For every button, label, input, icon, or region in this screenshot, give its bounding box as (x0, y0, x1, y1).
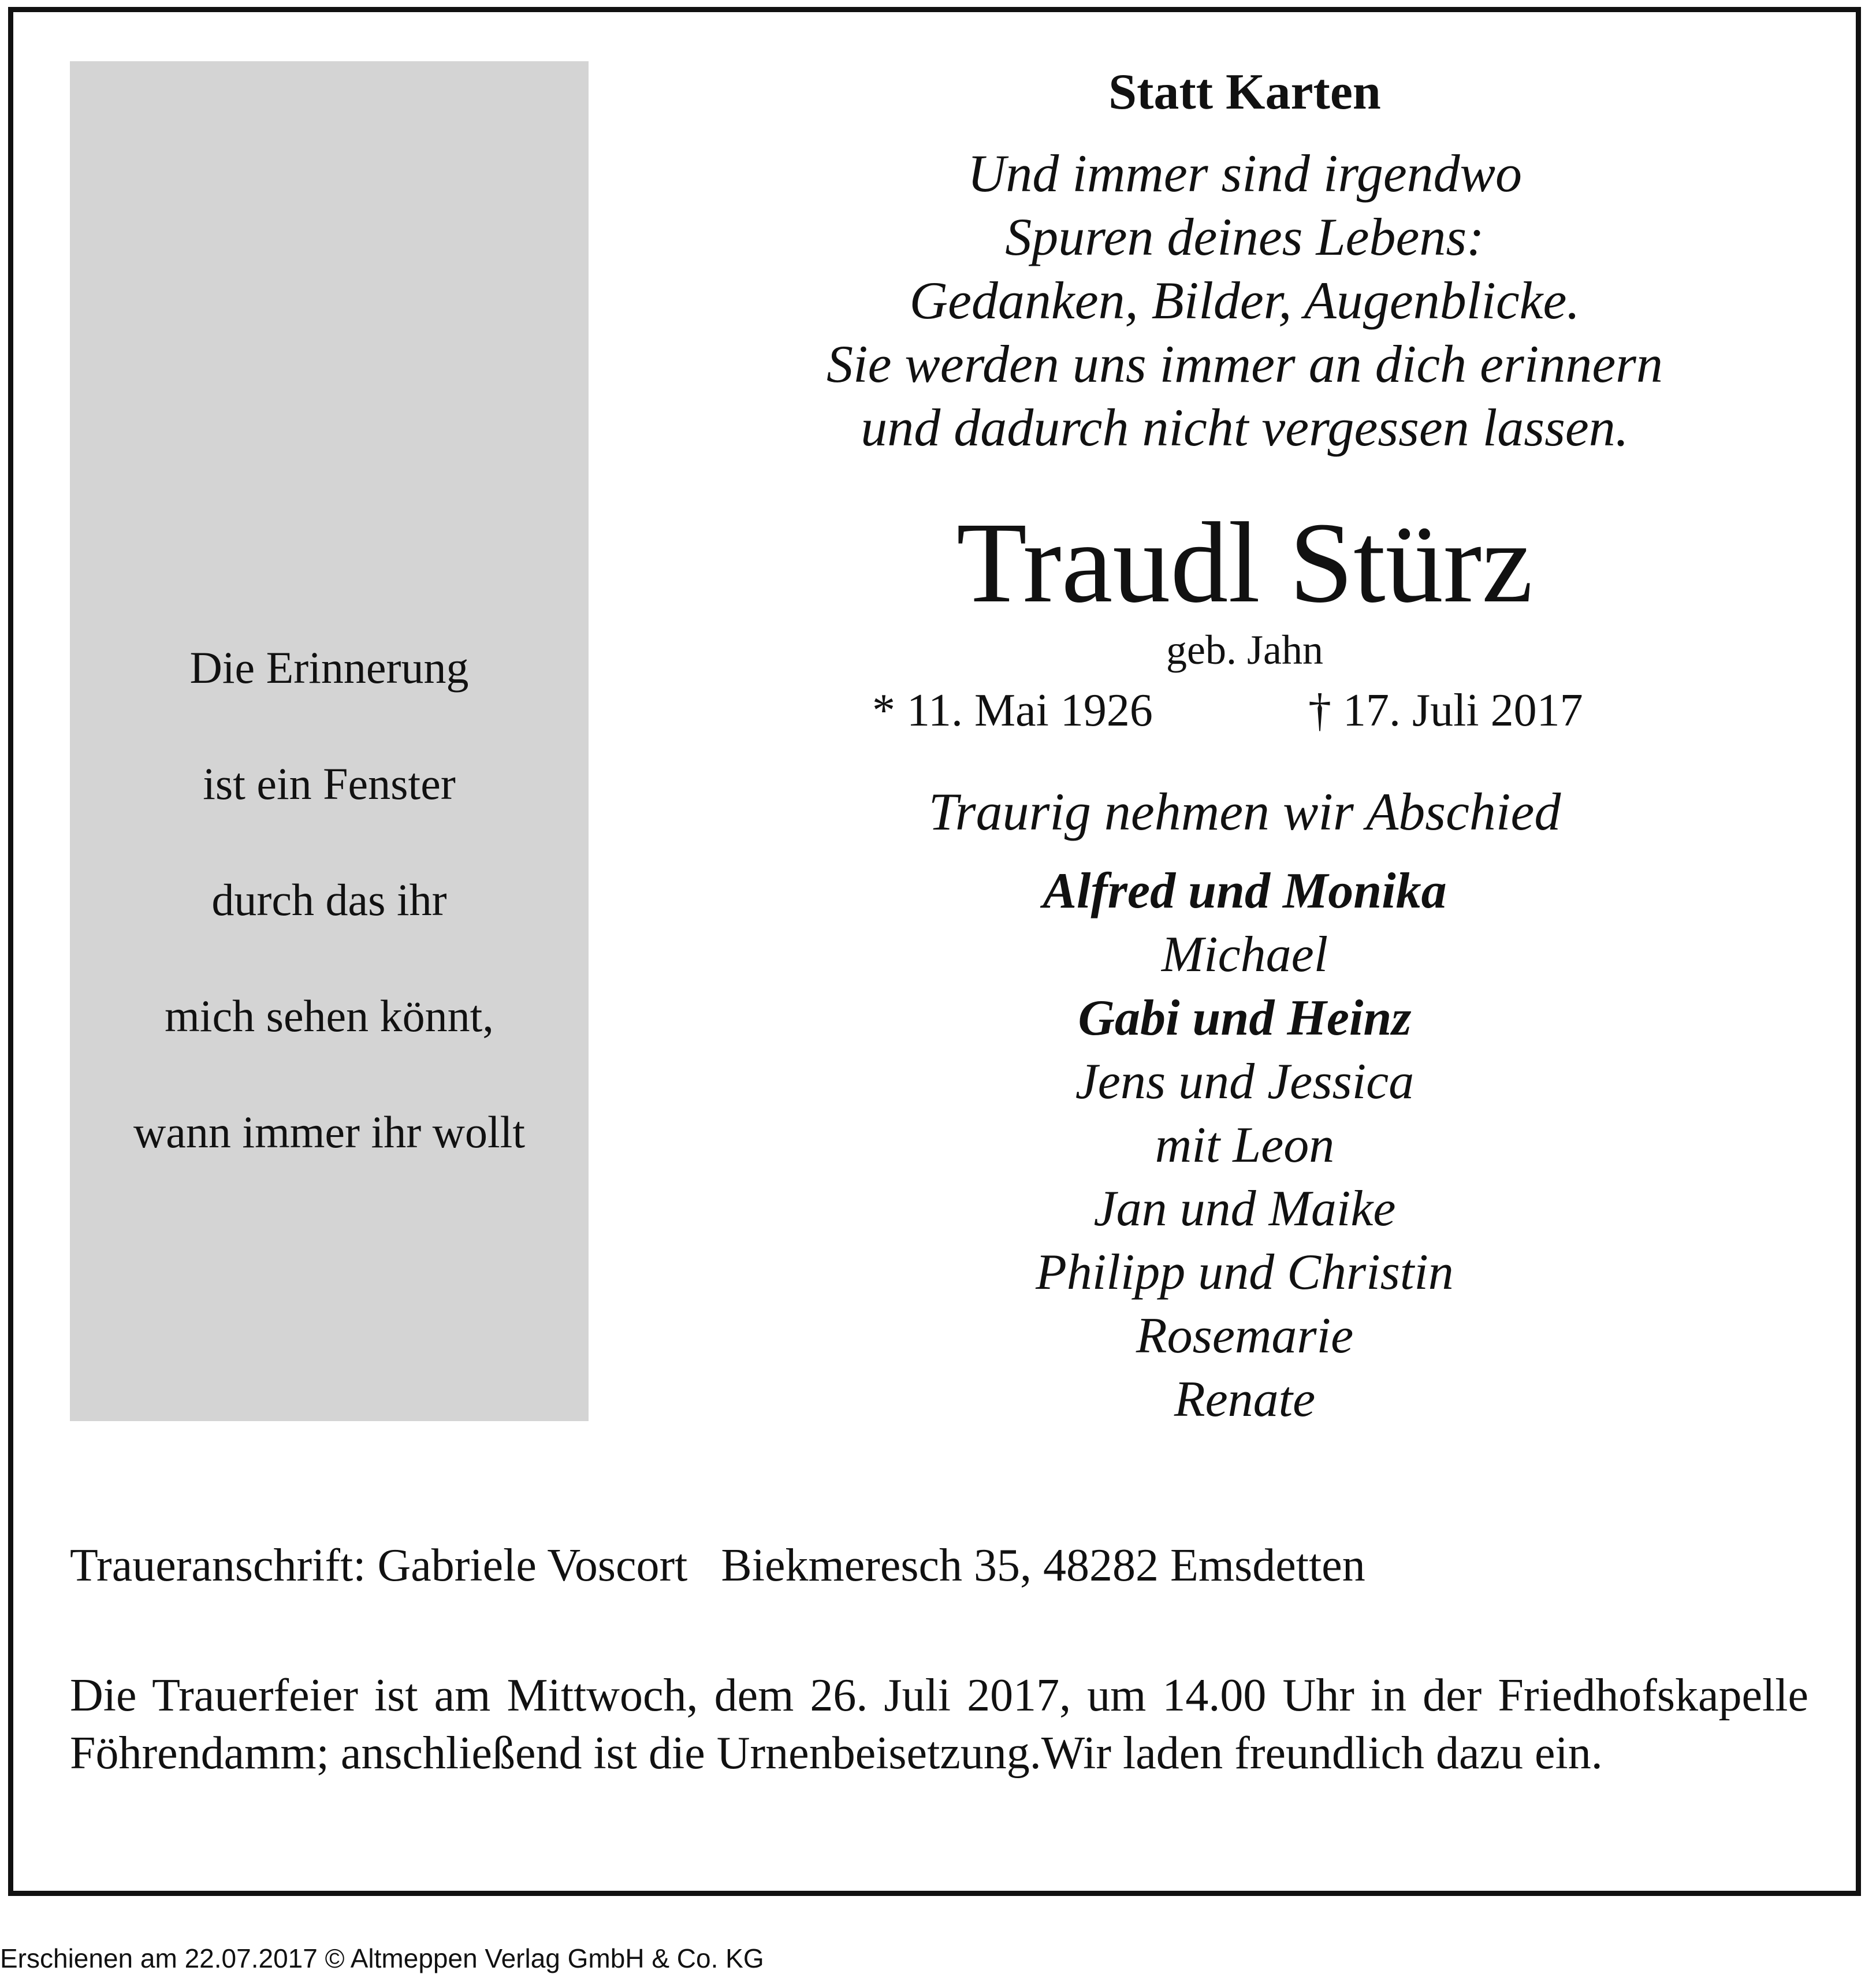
address-contact: Traueranschrift: Gabriele Voscort (70, 1540, 688, 1591)
deceased-name: Traudl Stürz (956, 499, 1533, 627)
side-poem-line: ist ein Fenster (203, 759, 456, 809)
mourner: Gabi und Heinz (1078, 990, 1412, 1046)
verse (682, 142, 1808, 459)
mourning-address (70, 1537, 1365, 1594)
mourner: Jan und Maike (1093, 1181, 1396, 1237)
verse-line: Und immer sind irgendwo (967, 144, 1523, 203)
side-poem-line: Die Erinnerung (189, 642, 469, 693)
mourners-list (682, 860, 1808, 1432)
side-poem (70, 642, 589, 1225)
verse-line: Sie werden uns immer an dich erinnern (827, 334, 1663, 393)
publication-footer: Erschienen am 22.07.2017 © Altmeppen Verlag GmbH & Co. KG (0, 1943, 764, 1973)
side-poem-line: durch das ihr (211, 875, 447, 925)
mourner: Michael (1161, 927, 1328, 983)
death-date: † 17. Juli 2017 (1308, 685, 1583, 736)
mourner: Alfred und Monika (1043, 863, 1447, 919)
verse-line: Spuren deines Lebens: (1005, 207, 1484, 266)
mourner: Jens und Jessica (1075, 1054, 1415, 1110)
side-poem-line: wann immer ihr wollt (133, 1107, 526, 1157)
verse-line: und dadurch nicht vergessen lassen. (861, 398, 1629, 457)
ceremony-info: Die Trauerfeier ist am Mittwoch, dem 26. Juli 2017, um 14.00 Uhr in der Friedhofskapelle Föhrendamm; anschließend ist die Urnenbeisetzung.Wir laden freundlich dazu ein. (70, 1670, 1808, 1779)
mourner: Rosemarie (1136, 1308, 1354, 1364)
verse-line: Gedanken, Bilder, Augenblicke. (909, 271, 1580, 330)
maiden-name: geb. Jahn (1166, 627, 1323, 673)
mourner: mit Leon (1155, 1117, 1335, 1173)
mourner: Philipp und Christin (1036, 1244, 1454, 1300)
side-poem-line: mich sehen könnt, (165, 991, 494, 1041)
birth-date: * 11. Mai 1926 (872, 685, 1153, 736)
farewell-line: Traurig nehmen wir Abschied (928, 782, 1561, 841)
header-statt-karten: Statt Karten (1108, 64, 1381, 120)
mourner: Renate (1174, 1371, 1316, 1427)
side-panel (70, 61, 589, 1421)
address-street: Biekmeresch 35, 48282 Emsdetten (721, 1540, 1365, 1591)
